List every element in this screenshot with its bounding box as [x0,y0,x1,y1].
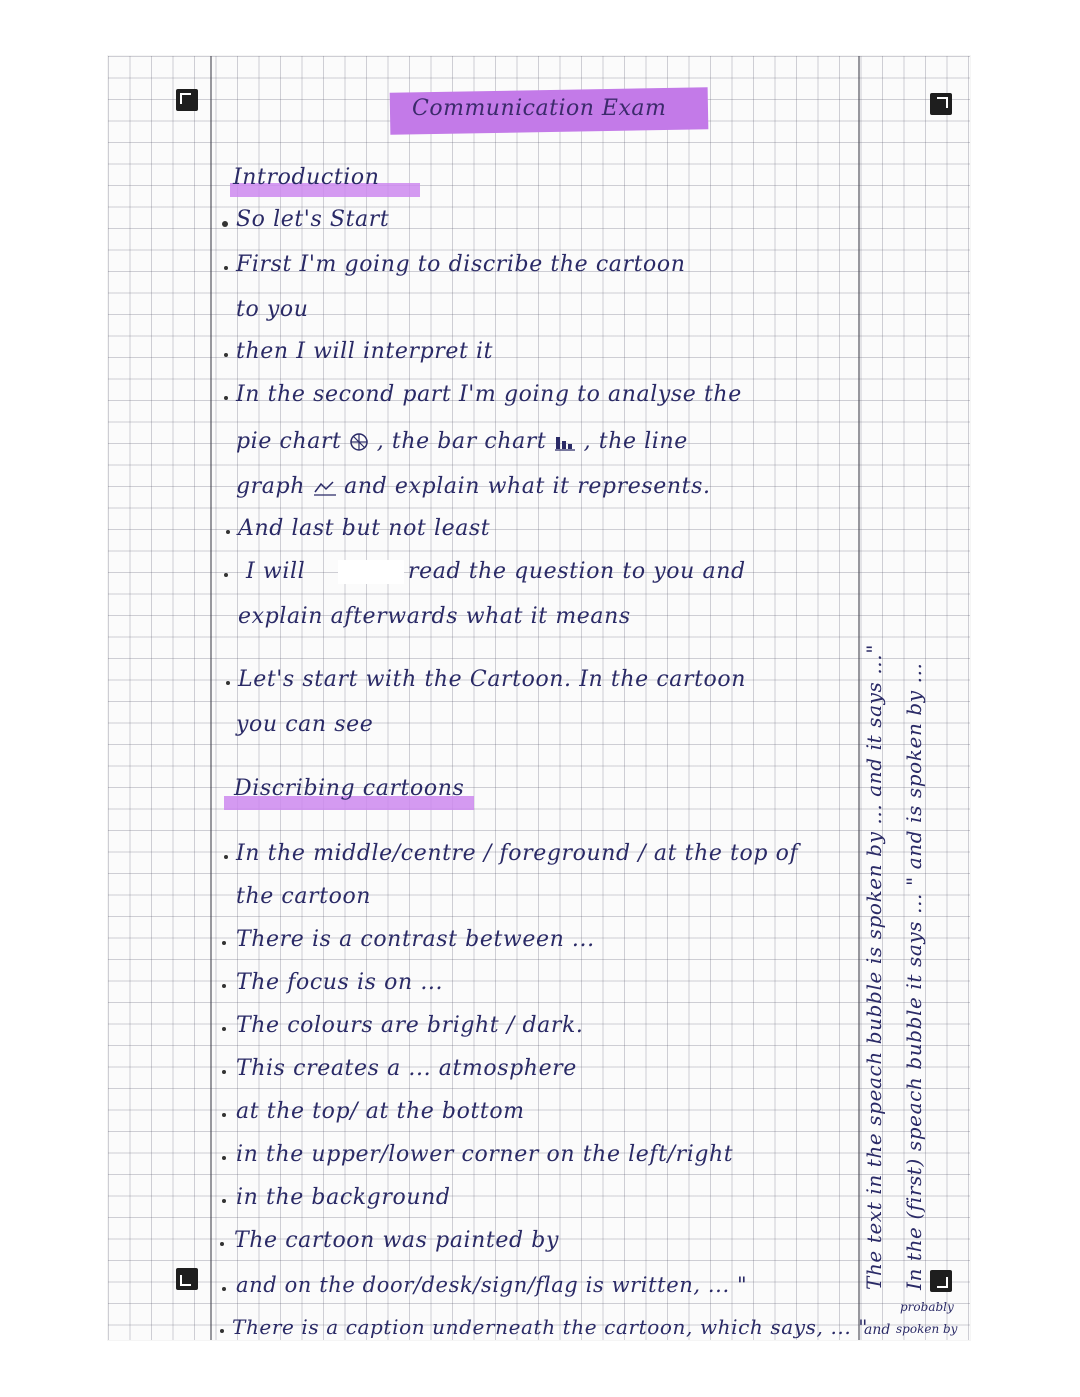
pie-chart-label: pie chart [236,429,342,454]
describing-line: the cartoon [236,884,372,909]
left-margin-line [210,56,212,1340]
bullet [222,221,228,227]
intro-line: First I'm going to discribe the cartoon [236,252,686,277]
describing-line: In the middle/centre / foreground / at the top of [236,841,799,866]
describing-line: The cartoon was painted by [234,1228,559,1253]
intro-line: you can see [236,712,374,737]
bullet [224,573,228,577]
bullet [220,1329,224,1333]
bottom-note-probably: probably [900,1300,954,1314]
bullet [222,1156,226,1160]
graph-label: graph [236,474,305,499]
right-margin-line [858,56,860,1340]
bullet [222,984,226,988]
describing-line: The colours are bright / dark. [236,1013,584,1038]
intro-line [236,429,688,454]
intro-line: And last but not least [238,516,491,541]
bullet [224,855,228,859]
bar-chart-icon [554,433,576,451]
describing-line: There is a caption underneath the cartoon, which says, ... " [232,1315,869,1339]
describing-line: This creates a ... atmosphere [236,1056,577,1081]
explain-label: and explain what it represents. [344,474,711,499]
describing-line: in the upper/lower corner on the left/right [236,1142,734,1167]
intro-line [236,474,711,499]
intro-line: Let's start with the Cartoon. In the cartoon [238,667,746,692]
describing-line: There is a contrast between ... [236,927,595,952]
intro-line: then I will interpret it [236,339,494,364]
bullet [222,1070,226,1074]
corner-mark-top-right [930,93,952,115]
intro-line: In the second part I'm going to analyse the [236,382,742,407]
corner-mark-top-left [176,89,198,111]
corner-mark-bottom-left [176,1268,198,1290]
page-title: Communication Exam [412,96,667,121]
describing-line: at the top/ at the bottom [236,1099,525,1124]
bottom-note-and: and [864,1322,891,1338]
bullet [224,353,228,357]
describing-line: The focus is on ... [236,970,444,995]
corner-mark-bottom-right [930,1270,952,1292]
introduction-heading: Introduction [233,165,380,190]
side-note-2: In the (first) speach bubble it says ... " and is spoken by ... [902,662,926,1290]
bar-chart-label: , the bar chart [376,429,547,454]
bullet [222,1287,226,1291]
bullet [224,396,228,400]
intro-line: to you [236,297,309,322]
bullet [222,1199,226,1203]
bullet [222,941,226,945]
intro-line: read the question to you and [408,559,746,584]
bullet [220,1242,224,1246]
bullet [226,530,230,534]
intro-line: So let's Start [236,207,390,232]
line-graph-icon [313,478,337,496]
intro-line: explain afterwards what it means [238,604,631,629]
side-note-1: The text in the speach bubble is spoken by ... and it says ..." [862,644,886,1290]
line-graph-label: , the line [583,429,688,454]
pie-chart-icon [349,432,369,452]
bullet [224,266,228,270]
describing-heading: Discribing cartoons [234,776,465,801]
bullet [226,681,230,685]
bullet [222,1113,226,1117]
bullet [222,1027,226,1031]
describing-line: in the background [236,1185,451,1210]
intro-line: I will [246,559,306,584]
describing-line: and on the door/desk/sign/flag is written, ... " [236,1273,748,1297]
bottom-note-spoken-by: spoken by [896,1322,958,1336]
redaction-box [338,560,404,584]
